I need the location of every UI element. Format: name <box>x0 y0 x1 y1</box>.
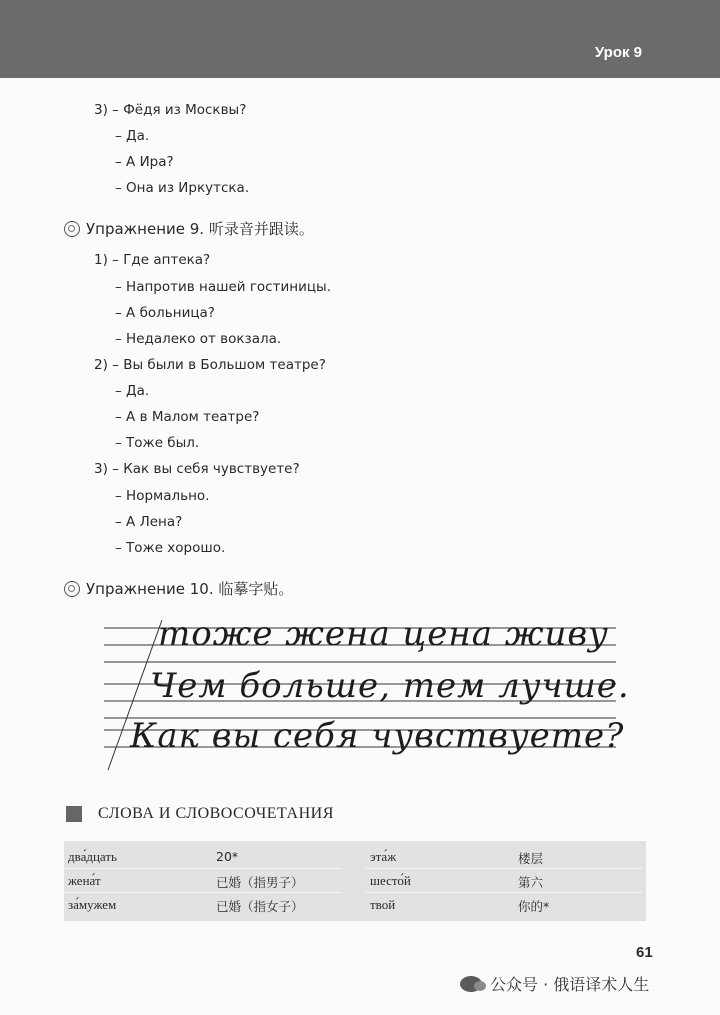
vocab-word: шесто́й <box>370 873 411 888</box>
dialogue-line: – А в Малом театре? <box>115 409 260 425</box>
dialogue-line: 3) – Как вы себя чувствуете? <box>94 461 300 477</box>
exercise-10-heading <box>64 578 293 599</box>
vocab-table <box>64 841 646 921</box>
exercise-9-title: Упражнение 9. 听录音并跟读。 <box>86 220 314 238</box>
lesson-label: Урок 9 <box>594 44 642 61</box>
vocab-translation: 已婚（指女子） <box>216 899 304 914</box>
exercise-10-title: Упражнение 10. 临摹字贴。 <box>86 580 294 598</box>
dialogue-line: – Она из Иркутска. <box>115 180 250 196</box>
watermark-text: 公众号 · 俄语译术人生 <box>490 975 650 994</box>
handwriting-copybook <box>0 600 720 780</box>
watermark <box>460 972 649 995</box>
vocab-word: за́мужем <box>68 897 117 912</box>
dialogue-line: 3) – Фёдя из Москвы? <box>94 102 247 118</box>
cursive-line-2: Чем больше, тем лучше. <box>150 666 630 706</box>
vocab-row <box>366 869 642 893</box>
audio-disc-icon <box>64 221 80 237</box>
vocab-word: жена́т <box>68 873 101 888</box>
dialogue-line: – Тоже хорошо. <box>115 540 226 556</box>
wechat-icon <box>460 976 482 992</box>
dialogue-line: – Тоже был. <box>115 435 200 451</box>
vocab-title-text: СЛОВА И СЛОВОСОЧЕТАНИЯ <box>98 805 334 822</box>
dialogue-line: – А больница? <box>115 305 215 321</box>
vocab-row <box>64 845 340 869</box>
dialogue-line: – Недалеко от вокзала. <box>115 331 282 347</box>
cursive-line-1: тоже жена цена живу <box>158 614 609 654</box>
dialogue-line: – Да. <box>115 383 150 399</box>
vocab-word: эта́ж <box>370 849 397 864</box>
vocab-row <box>366 845 642 869</box>
vocab-row <box>64 869 340 893</box>
dialogue-line: – А Ира? <box>115 154 174 170</box>
vocab-translation: 你的* <box>518 899 550 914</box>
exercise-9-heading <box>64 218 314 239</box>
dialogue-line: – Да. <box>115 128 150 144</box>
vocab-translation: 楼层 <box>518 851 544 866</box>
vocab-row <box>366 893 642 916</box>
vocab-translation: 20* <box>216 849 239 864</box>
dialogue-line: 2) – Вы были в Большом театре? <box>94 357 326 373</box>
audio-disc-icon <box>64 581 80 597</box>
section-square-icon <box>66 806 82 822</box>
vocab-column-left <box>64 845 340 916</box>
page-number: 61 <box>636 944 653 961</box>
vocab-word: твой <box>370 897 396 912</box>
page-header <box>0 0 720 78</box>
dialogue-line: – А Лена? <box>115 514 183 530</box>
vocab-row <box>64 893 340 916</box>
vocab-translation: 第六 <box>518 875 544 890</box>
cursive-line-3: Как вы себя чувствуете? <box>130 716 625 756</box>
dialogue-line: 1) – Где аптека? <box>94 252 211 268</box>
dialogue-line: – Напротив нашей гостиницы. <box>115 279 331 295</box>
dialogue-line: – Нормально. <box>115 488 210 504</box>
vocab-word: два́дцать <box>68 849 117 864</box>
vocab-translation: 已婚（指男子） <box>216 875 304 890</box>
vocab-column-right <box>366 845 642 916</box>
vocab-section-title <box>66 805 334 823</box>
